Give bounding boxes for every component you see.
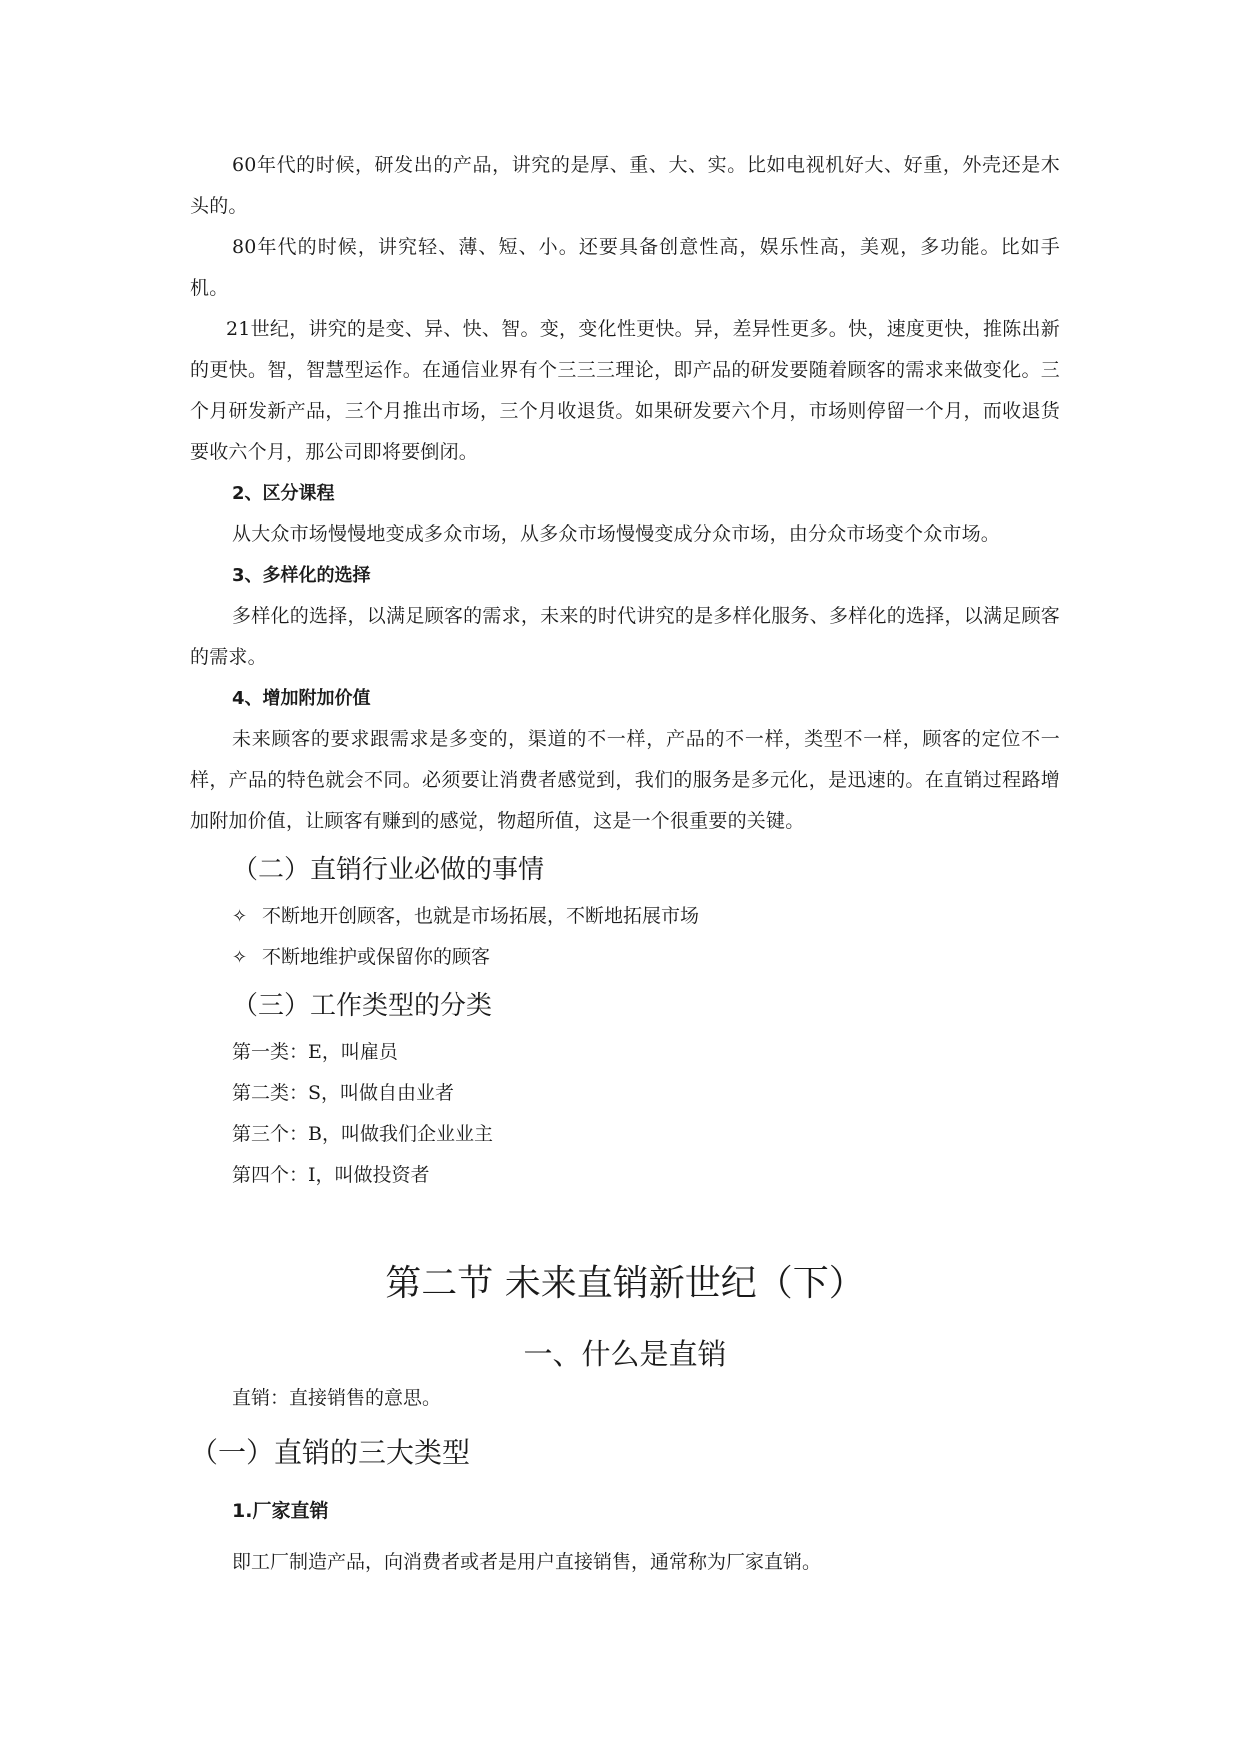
paragraph-added-value: 未来顾客的要求跟需求是多变的，渠道的不一样，产品的不一样，类型不一样，顾客的定位不一样，产品的特色就会不同。必须要让消费者感觉到，我们的服务是多元化，是迅速的。在直销过程路增加附加价值，让顾客有赚到的感觉，物超所值，这是一个很重要的关键。 xyxy=(190,728,1060,832)
work-type-line: 第三个：B，叫做我们企业业主 xyxy=(232,1123,493,1145)
heading-work-types: （三）工作类型的分类 xyxy=(232,991,493,1021)
document-page xyxy=(190,145,1060,1583)
heading-diverse-choices: 3、多样化的选择 xyxy=(232,565,371,586)
list-item-text: 不断地维护或保留你的顾客 xyxy=(262,946,491,968)
paragraph-80s: 80年代的时候，讲究轻、薄、短、小。还要具备创意性高，娱乐性高，美观，多功能。比如手机。 xyxy=(190,236,1060,299)
work-type-line: 第一类：E，叫雇员 xyxy=(232,1041,398,1063)
chapter-title: 第二节 未来直销新世纪（下） xyxy=(385,1263,865,1304)
paragraph-factory-direct: 即工厂制造产品，向消费者或者是用户直接销售，通常称为厂家直销。 xyxy=(232,1551,822,1573)
diamond-star-icon: ✧ xyxy=(232,947,248,968)
work-type-line: 第二类：S，叫做自由业者 xyxy=(232,1082,455,1104)
diamond-star-icon: ✧ xyxy=(232,906,248,927)
heading-must-do: （二）直销行业必做的事情 xyxy=(232,855,545,885)
heading-three-types: （一）直销的三大类型 xyxy=(190,1436,471,1469)
heading-added-value: 4、增加附加价值 xyxy=(232,688,371,709)
list-item-text: 不断地开创顾客，也就是市场拓展，不断地拓展市场 xyxy=(262,905,700,927)
paragraph-diverse-choices: 多样化的选择，以满足顾客的需求，未来的时代讲究的是多样化服务、多样化的选择，以满足顾客的需求。 xyxy=(190,605,1060,668)
paragraph-distinguish-courses: 从大众市场慢慢地变成多众市场，从多众市场慢慢变成分众市场，由分众市场变个众市场。 xyxy=(232,523,1001,545)
heading-factory-direct: 1.厂家直销 xyxy=(232,1500,329,1522)
list-item xyxy=(190,937,1060,978)
heading-distinguish-courses: 2、区分课程 xyxy=(232,483,335,504)
section-title: 一、什么是直销 xyxy=(523,1337,727,1371)
paragraph-21st-century: 21世纪，讲究的是变、异、快、智。变，变化性更快。异，差异性更多。快，速度更快，推陈出新的更快。智，智慧型运作。在通信业界有个三三三理论，即产品的研发要随着顾客的需求来做变化。三个月研发新产品，三个月推出市场，三个月收退货。如果研发要六个月，市场则停留一个月，而收退货要收六个月，那公司即将要倒闭。 xyxy=(190,318,1060,463)
list-item xyxy=(190,896,1060,937)
definition-text: 直销：直接销售的意思。 xyxy=(232,1387,442,1409)
work-type-line: 第四个：I，叫做投资者 xyxy=(232,1164,430,1186)
paragraph-60s: 60年代的时候，研发出的产品，讲究的是厚、重、大、实。比如电视机好大、好重，外壳还是木头的。 xyxy=(190,154,1060,217)
